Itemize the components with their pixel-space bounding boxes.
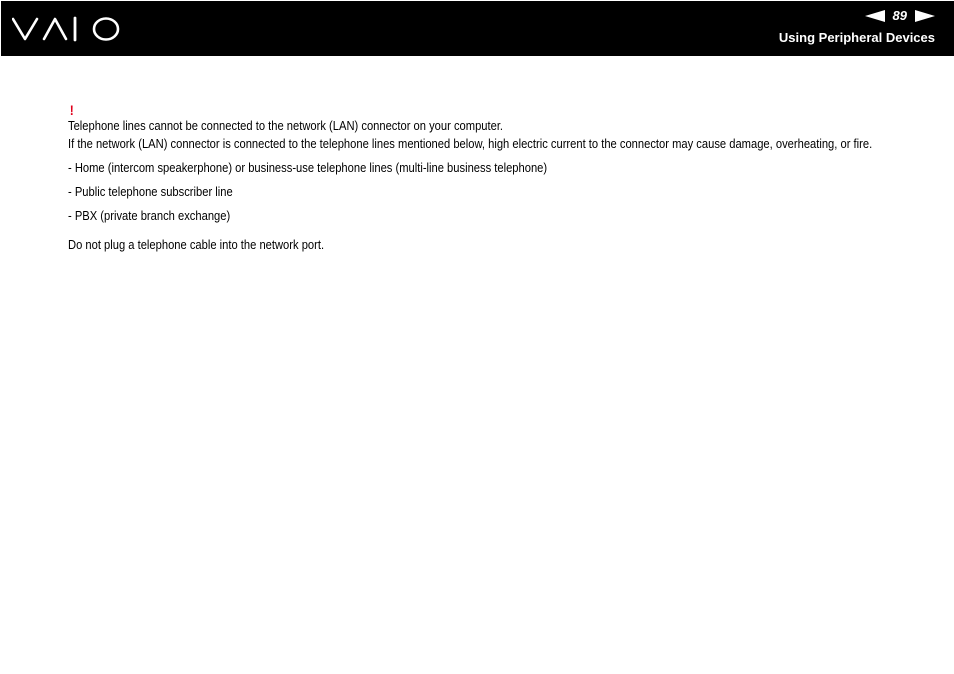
- note-line-2: If the network (LAN) connector is connected to the telephone lines mentioned below, high electric current to the connector may cause damage, overheating, or fire.: [68, 136, 873, 151]
- triangle-right-icon[interactable]: [915, 10, 935, 22]
- note-closing: Do not plug a telephone cable into the network port.: [68, 237, 325, 252]
- vaio-logo: [12, 15, 122, 43]
- note-line-1: Telephone lines cannot be connected to the network (LAN) connector on your computer.: [68, 118, 504, 133]
- warning-note-body: [68, 103, 898, 254]
- page-navigation: [865, 7, 935, 25]
- warning-note: [68, 102, 873, 254]
- triangle-left-icon[interactable]: [865, 10, 885, 22]
- list-item: - Home (intercom speakerphone) or business-use telephone lines (multi-line business telephone): [68, 160, 548, 175]
- section-title: Using Peripheral Devices: [778, 30, 935, 45]
- page-number: 89: [892, 8, 907, 23]
- warning-icon: !: [69, 102, 74, 118]
- list-item: - PBX (private branch exchange): [68, 208, 231, 223]
- list-item: - Public telephone subscriber line: [68, 184, 233, 199]
- page-header: [1, 1, 954, 56]
- telephone-line-list: [68, 159, 898, 225]
